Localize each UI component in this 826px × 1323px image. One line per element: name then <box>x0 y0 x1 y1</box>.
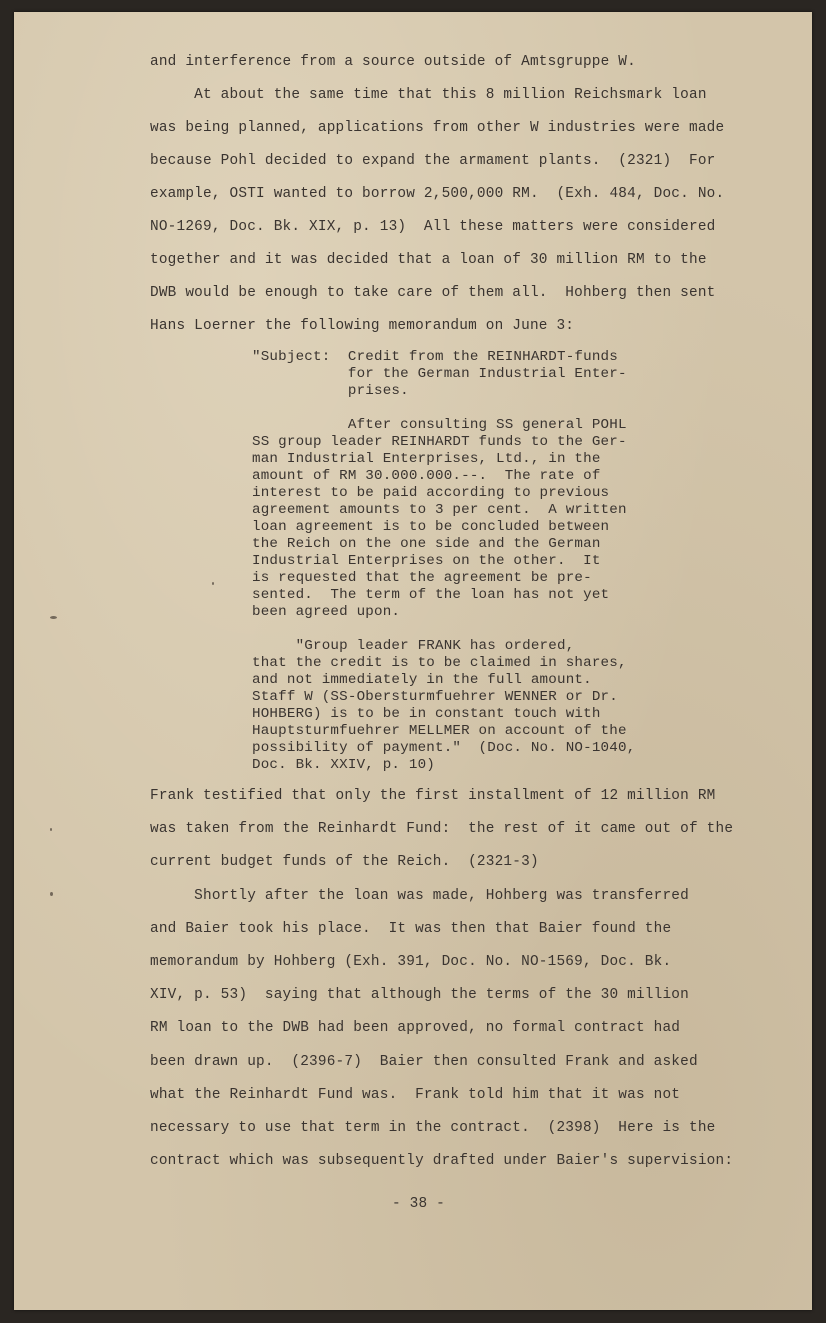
body-line: because Pohl decided to expand the armament plants. (2321) For <box>150 153 716 169</box>
quote-line: Doc. Bk. XXIV, p. 10) <box>252 757 435 773</box>
body-line: Frank testified that only the first installment of 12 million RM <box>150 788 716 804</box>
quote-line: prises. <box>252 383 409 399</box>
quote-line: for the German Industrial Enter- <box>252 366 627 382</box>
body-line: what the Reinhardt Fund was. Frank told him that it was not <box>150 1087 681 1103</box>
quote-line: that the credit is to be claimed in shares, <box>252 655 627 671</box>
quote-line: amount of RM 30.000.000.--. The rate of <box>252 468 601 484</box>
body-line: RM loan to the DWB had been approved, no formal contract had <box>150 1020 681 1036</box>
margin-mark <box>50 828 52 831</box>
body-line: contract which was subsequently drafted under Baier's supervision: <box>150 1153 734 1169</box>
quote-line: Industrial Enterprises on the other. It <box>252 553 601 569</box>
body-line: Hans Loerner the following memorandum on June 3: <box>150 318 575 334</box>
quote-line: man Industrial Enterprises, Ltd., in the <box>252 451 601 467</box>
quote-line: and not immediately in the full amount. <box>252 672 592 688</box>
quote-line: agreement amounts to 3 per cent. A written <box>252 502 627 518</box>
body-line: DWB would be enough to take care of them all. Hohberg then sent <box>150 285 716 301</box>
quote-line: After consulting SS general POHL <box>252 417 627 433</box>
quote-line: HOHBERG) is to be in constant touch with <box>252 706 601 722</box>
body-line: example, OSTI wanted to borrow 2,500,000 RM. (Exh. 484, Doc. No. <box>150 186 725 202</box>
quote-line: loan agreement is to be concluded between <box>252 519 610 535</box>
body-line: current budget funds of the Reich. (2321-3) <box>150 854 539 870</box>
body-line: and interference from a source outside of Amtsgruppe W. <box>150 54 636 70</box>
quote-line: sented. The term of the loan has not yet <box>252 587 610 603</box>
body-line: Shortly after the loan was made, Hohberg was transferred <box>150 888 689 904</box>
page-number: - 38 - <box>392 1196 446 1212</box>
quote-line: Hauptsturmfuehrer MELLMER on account of the <box>252 723 627 739</box>
quote-line: "Subject: Credit from the REINHARDT-funds <box>252 349 618 365</box>
margin-mark <box>212 582 214 585</box>
body-line: XIV, p. 53) saying that although the terms of the 30 million <box>150 987 689 1003</box>
quote-line: been agreed upon. <box>252 604 401 620</box>
margin-mark <box>50 616 57 619</box>
margin-mark <box>50 892 53 896</box>
quote-line: "Group leader FRANK has ordered, <box>252 638 575 654</box>
quote-line: possibility of payment." (Doc. No. NO-1040, <box>252 740 636 756</box>
quote-line: interest to be paid according to previous <box>252 485 610 501</box>
body-line: was taken from the Reinhardt Fund: the rest of it came out of the <box>150 821 734 837</box>
body-line: NO-1269, Doc. Bk. XIX, p. 13) All these matters were considered <box>150 219 716 235</box>
body-line: been drawn up. (2396-7) Baier then consulted Frank and asked <box>150 1054 698 1070</box>
body-line: and Baier took his place. It was then that Baier found the <box>150 921 672 937</box>
quote-line: SS group leader REINHARDT funds to the Ger- <box>252 434 627 450</box>
body-line: memorandum by Hohberg (Exh. 391, Doc. No. NO-1569, Doc. Bk. <box>150 954 672 970</box>
body-line: necessary to use that term in the contract. (2398) Here is the <box>150 1120 716 1136</box>
body-line: was being planned, applications from other W industries were made <box>150 120 725 136</box>
body-line: At about the same time that this 8 million Reichsmark loan <box>150 87 707 103</box>
body-line: together and it was decided that a loan of 30 million RM to the <box>150 252 707 268</box>
quote-line: is requested that the agreement be pre- <box>252 570 592 586</box>
document-page <box>14 12 812 1310</box>
quote-line: the Reich on the one side and the German <box>252 536 601 552</box>
quote-line: Staff W (SS-Obersturmfuehrer WENNER or Dr. <box>252 689 618 705</box>
